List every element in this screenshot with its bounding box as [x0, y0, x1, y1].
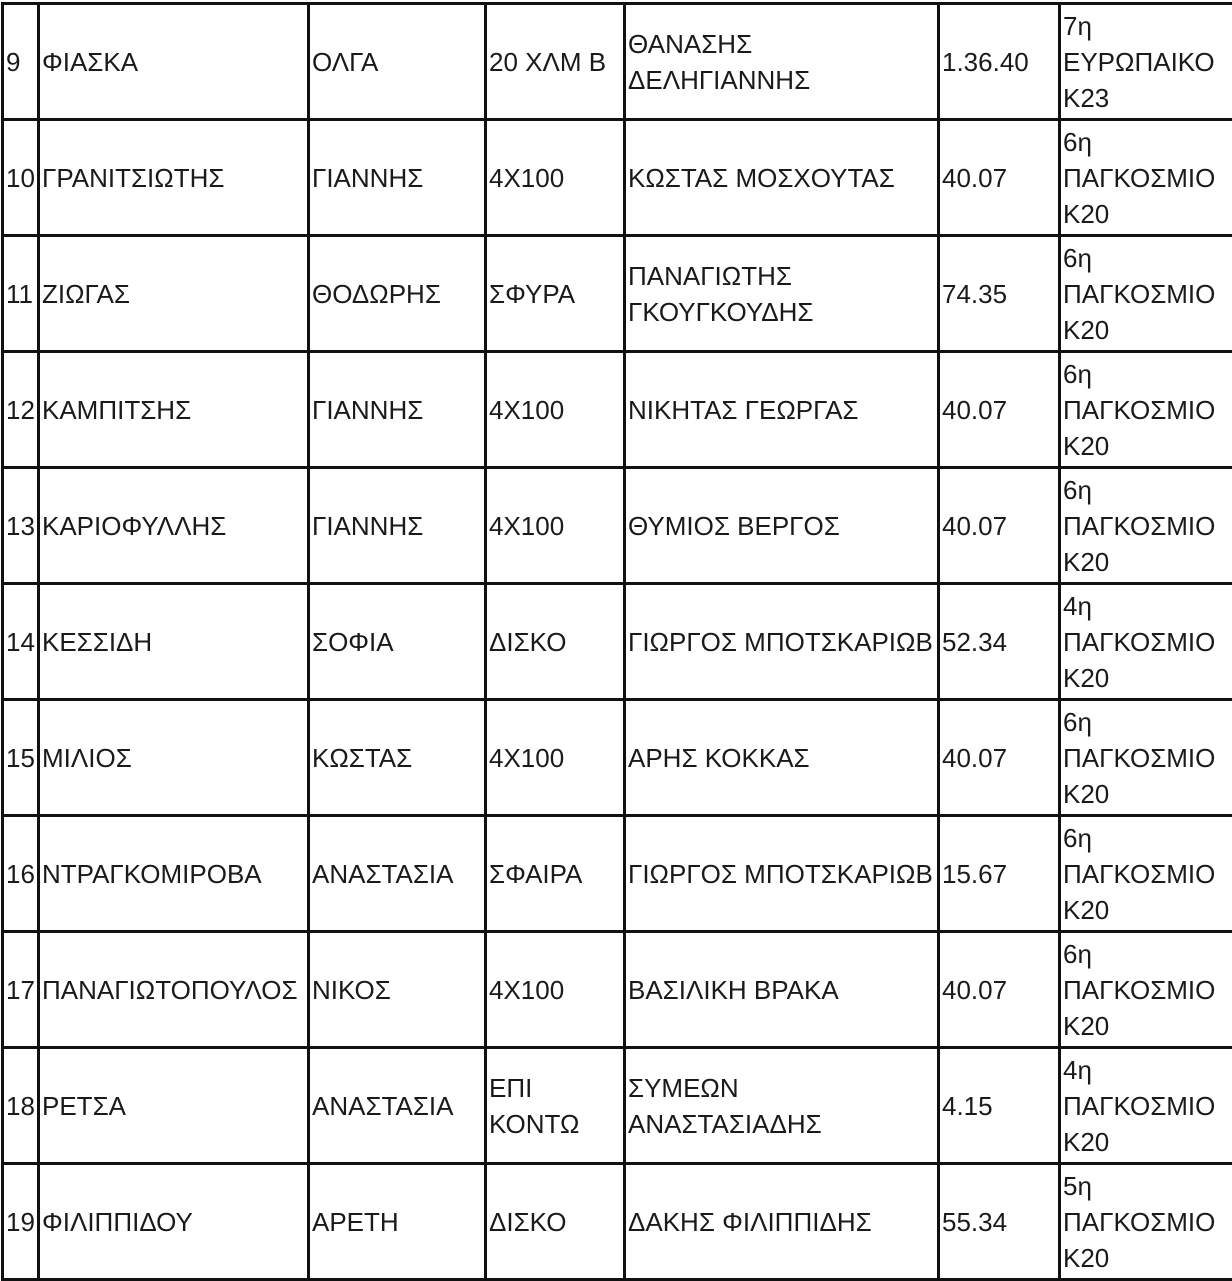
first-name-cell: ΝΙΚΟΣ	[309, 932, 486, 1048]
last-name-cell: ΠΑΝΑΓΙΩΤΟΠΟΥΛΟΣ	[39, 932, 309, 1048]
last-name-cell: ΜΙΛΙΟΣ	[39, 700, 309, 816]
row-number-cell: 18	[3, 1048, 39, 1164]
event-cell: 4Χ100	[486, 352, 625, 468]
first-name-cell: ΑΝΑΣΤΑΣΙΑ	[309, 816, 486, 932]
last-name-cell: ΦΙΑΣΚΑ	[39, 4, 309, 120]
first-name-cell: ΑΡΕΤΗ	[309, 1164, 486, 1280]
row-number-cell: 16	[3, 816, 39, 932]
first-name-cell: ΓΙΑΝΝΗΣ	[309, 120, 486, 236]
table-row	[3, 1164, 1232, 1280]
placement-cell: 6η ΠΑΓΚΟΣΜΙΟ Κ20	[1060, 700, 1232, 816]
mark-cell: 52.34	[939, 584, 1060, 700]
event-cell: 4Χ100	[486, 932, 625, 1048]
coach-cell: ΔΑΚΗΣ ΦΙΛΙΠΠΙΔΗΣ	[625, 1164, 939, 1280]
table-row	[3, 236, 1232, 352]
placement-cell: 4η ΠΑΓΚΟΣΜΙΟ Κ20	[1060, 584, 1232, 700]
first-name-cell: ΓΙΑΝΝΗΣ	[309, 352, 486, 468]
table-row	[3, 468, 1232, 584]
placement-cell: 6η ΠΑΓΚΟΣΜΙΟ Κ20	[1060, 816, 1232, 932]
coach-cell: ΓΙΩΡΓΟΣ ΜΠΟΤΣΚΑΡΙΩΒ	[625, 816, 939, 932]
table-row	[3, 352, 1232, 468]
mark-cell: 15.67	[939, 816, 1060, 932]
placement-cell: 6η ΠΑΓΚΟΣΜΙΟ Κ20	[1060, 468, 1232, 584]
table-row	[3, 1048, 1232, 1164]
placement-cell: 6η ΠΑΓΚΟΣΜΙΟ Κ20	[1060, 932, 1232, 1048]
coach-cell: ΝΙΚΗΤΑΣ ΓΕΩΡΓΑΣ	[625, 352, 939, 468]
first-name-cell: ΚΩΣΤΑΣ	[309, 700, 486, 816]
first-name-cell: ΑΝΑΣΤΑΣΙΑ	[309, 1048, 486, 1164]
row-number-cell: 10	[3, 120, 39, 236]
athletes-results-table	[1, 2, 1232, 1281]
event-cell: 4Χ100	[486, 700, 625, 816]
event-cell: 20 ΧΛΜ Β	[486, 4, 625, 120]
first-name-cell: ΘΟΔΩΡΗΣ	[309, 236, 486, 352]
event-cell: ΔΙΣΚΟ	[486, 584, 625, 700]
mark-cell: 40.07	[939, 120, 1060, 236]
row-number-cell: 15	[3, 700, 39, 816]
placement-cell: 6η ΠΑΓΚΟΣΜΙΟ Κ20	[1060, 236, 1232, 352]
event-cell: ΔΙΣΚΟ	[486, 1164, 625, 1280]
table-row	[3, 4, 1232, 120]
mark-cell: 40.07	[939, 700, 1060, 816]
event-cell: ΕΠΙ ΚΟΝΤΩ	[486, 1048, 625, 1164]
coach-cell: ΚΩΣΤΑΣ ΜΟΣΧΟΥΤΑΣ	[625, 120, 939, 236]
event-cell: 4Χ100	[486, 120, 625, 236]
row-number-cell: 14	[3, 584, 39, 700]
last-name-cell: ΡΕΤΣΑ	[39, 1048, 309, 1164]
mark-cell: 1.36.40	[939, 4, 1060, 120]
row-number-cell: 12	[3, 352, 39, 468]
coach-cell: ΘΑΝΑΣΗΣ ΔΕΛΗΓΙΑΝΝΗΣ	[625, 4, 939, 120]
last-name-cell: ΓΡΑΝΙΤΣΙΩΤΗΣ	[39, 120, 309, 236]
mark-cell: 4.15	[939, 1048, 1060, 1164]
event-cell: ΣΦΑΙΡΑ	[486, 816, 625, 932]
first-name-cell: ΓΙΑΝΝΗΣ	[309, 468, 486, 584]
mark-cell: 40.07	[939, 468, 1060, 584]
table-row	[3, 584, 1232, 700]
placement-cell: 4η ΠΑΓΚΟΣΜΙΟ Κ20	[1060, 1048, 1232, 1164]
coach-cell: ΓΙΩΡΓΟΣ ΜΠΟΤΣΚΑΡΙΩΒ	[625, 584, 939, 700]
row-number-cell: 13	[3, 468, 39, 584]
placement-cell: 7η ΕΥΡΩΠΑΙΚΟ Κ23	[1060, 4, 1232, 120]
last-name-cell: ΚΑΡΙΟΦΥΛΛΗΣ	[39, 468, 309, 584]
row-number-cell: 17	[3, 932, 39, 1048]
coach-cell: ΒΑΣΙΛΙΚΗ ΒΡΑΚΑ	[625, 932, 939, 1048]
row-number-cell: 9	[3, 4, 39, 120]
last-name-cell: ΖΙΩΓΑΣ	[39, 236, 309, 352]
coach-cell: ΠΑΝΑΓΙΩΤΗΣ ΓΚΟΥΓΚΟΥΔΗΣ	[625, 236, 939, 352]
table-row	[3, 932, 1232, 1048]
last-name-cell: ΦΙΛΙΠΠΙΔΟΥ	[39, 1164, 309, 1280]
placement-cell: 6η ΠΑΓΚΟΣΜΙΟ Κ20	[1060, 352, 1232, 468]
row-number-cell: 11	[3, 236, 39, 352]
coach-cell: ΣΥΜΕΩΝ ΑΝΑΣΤΑΣΙΑΔΗΣ	[625, 1048, 939, 1164]
event-cell: 4Χ100	[486, 468, 625, 584]
placement-cell: 6η ΠΑΓΚΟΣΜΙΟ Κ20	[1060, 120, 1232, 236]
mark-cell: 74.35	[939, 236, 1060, 352]
table-row	[3, 816, 1232, 932]
last-name-cell: ΚΑΜΠΙΤΣΗΣ	[39, 352, 309, 468]
mark-cell: 55.34	[939, 1164, 1060, 1280]
table-body	[3, 4, 1232, 1280]
event-cell: ΣΦΥΡΑ	[486, 236, 625, 352]
table-row	[3, 120, 1232, 236]
last-name-cell: ΝΤΡΑΓΚΟΜΙΡΟΒΑ	[39, 816, 309, 932]
coach-cell: ΑΡΗΣ ΚΟΚΚΑΣ	[625, 700, 939, 816]
first-name-cell: ΣΟΦΙΑ	[309, 584, 486, 700]
last-name-cell: ΚΕΣΣΙΔΗ	[39, 584, 309, 700]
first-name-cell: ΟΛΓΑ	[309, 4, 486, 120]
mark-cell: 40.07	[939, 932, 1060, 1048]
coach-cell: ΘΥΜΙΟΣ ΒΕΡΓΟΣ	[625, 468, 939, 584]
table-row	[3, 700, 1232, 816]
placement-cell: 5η ΠΑΓΚΟΣΜΙΟ Κ20	[1060, 1164, 1232, 1280]
mark-cell: 40.07	[939, 352, 1060, 468]
row-number-cell: 19	[3, 1164, 39, 1280]
